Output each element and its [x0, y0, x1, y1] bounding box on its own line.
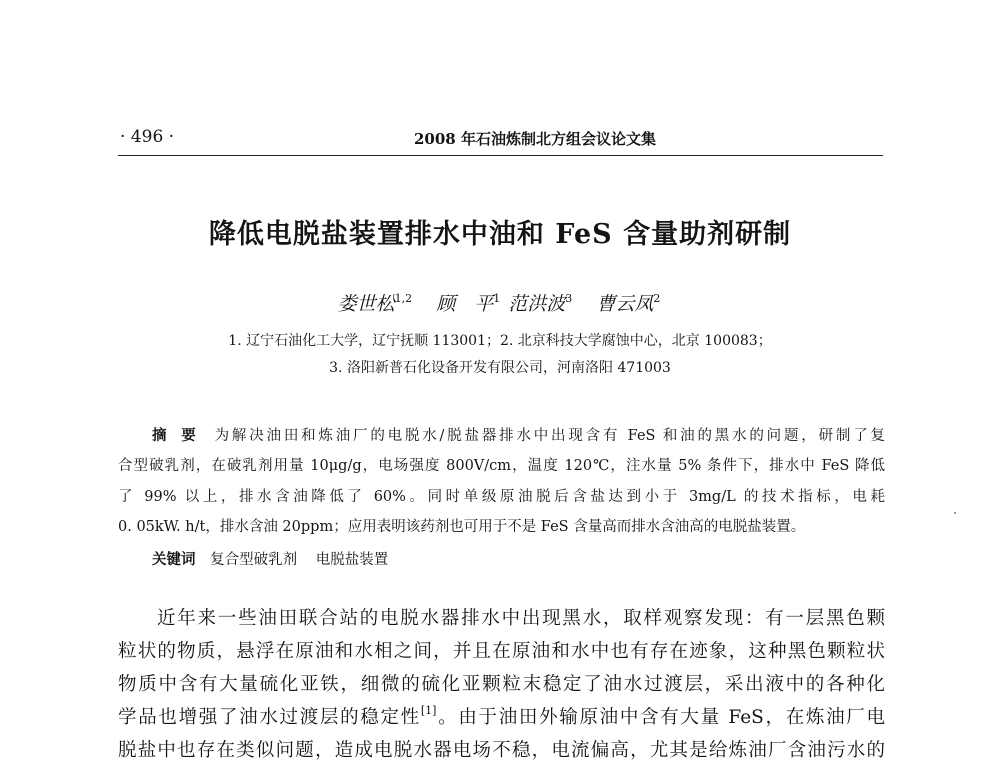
abstract-text: 为解决油田和炼油厂的电脱水/脱盐器排水中出现含有 FeS 和油的黑水的问题，研制了复: [214, 428, 885, 444]
body-text-line: 脱盐中也存在类似问题，造成电脱水器电场不稳，电流偏高，尤其是给炼油厂含油污水的: [118, 740, 885, 761]
keywords: [152, 548, 388, 569]
author-affiliation-mark: 3: [565, 292, 573, 305]
abstract-line: [118, 424, 885, 445]
body-text-line: 物质中含有大量硫化亚铁，细微的硫化亚颗粒末稳定了油水过渡层，采出液中的各种化: [118, 674, 885, 695]
header-rule: [118, 155, 883, 156]
running-header: 2008 年石油炼制北方组会议论文集: [414, 130, 656, 148]
citation-ref: [1]: [420, 704, 437, 717]
author-affiliation-mark: 1: [493, 292, 501, 305]
body-text: 学品也增强了油水过渡层的稳定性: [118, 707, 421, 728]
abstract-line: 了 99% 以上，排水含油降低了 60%。同时单级原油脱后含盐达到小于 3mg/L 的技术指标，电耗: [118, 489, 885, 505]
author-name: 范洪波: [508, 293, 566, 315]
abstract-label: 摘要: [152, 427, 211, 444]
affiliation-line: 3. 洛阳新普石化设备开发有限公司，河南洛阳 471003: [329, 360, 671, 376]
scan-speck: [954, 512, 956, 514]
page-number: · 496 ·: [120, 127, 175, 147]
keywords-label: 关键词: [152, 551, 196, 568]
author-list: [200, 289, 800, 316]
abstract-line: 0. 05kW. h/t，排水含油 20ppm；应用表明该药剂也可用于不是 FeS 含量高而排水含油高的电脱盐装置。: [118, 519, 806, 535]
affiliation-line: 1. 辽宁石油化工大学，辽宁抚顺 113001；2. 北京科技大学腐蚀中心，北京 100083；: [228, 333, 772, 349]
body-text-line: [118, 703, 885, 729]
body-text-line: 近年来一些油田联合站的电脱水器排水中出现黑水，取样观察发现：有一层黑色颗: [157, 608, 885, 629]
author-name: 顾 平: [436, 293, 494, 315]
paper-title: 降低电脱盐装置排水中油和 FeS 含量助剂研制: [208, 219, 792, 250]
keyword-item: 电脱盐装置: [315, 552, 389, 568]
abstract-line: 合型破乳剂，在破乳剂用量 10μg/g，电场强度 800V/cm，温度 120℃，注水量 5% 条件下，排水中 FeS 降低: [118, 458, 885, 474]
keyword-item: 复合型破乳剂: [210, 552, 298, 568]
author-affiliation-mark: 1,2: [394, 292, 413, 305]
author-affiliation-mark: 2: [653, 292, 661, 305]
body-text: 。由于油田外输原油中含有大量 FeS，在炼油厂电: [436, 707, 885, 728]
author-name: 曹云凤: [596, 293, 654, 315]
author-name: 娄世松: [337, 293, 395, 315]
body-text-line: 粒状的物质，悬浮在原油和水相之间，并且在原油和水中也有存在迹象，这种黑色颗粒状: [118, 641, 885, 662]
